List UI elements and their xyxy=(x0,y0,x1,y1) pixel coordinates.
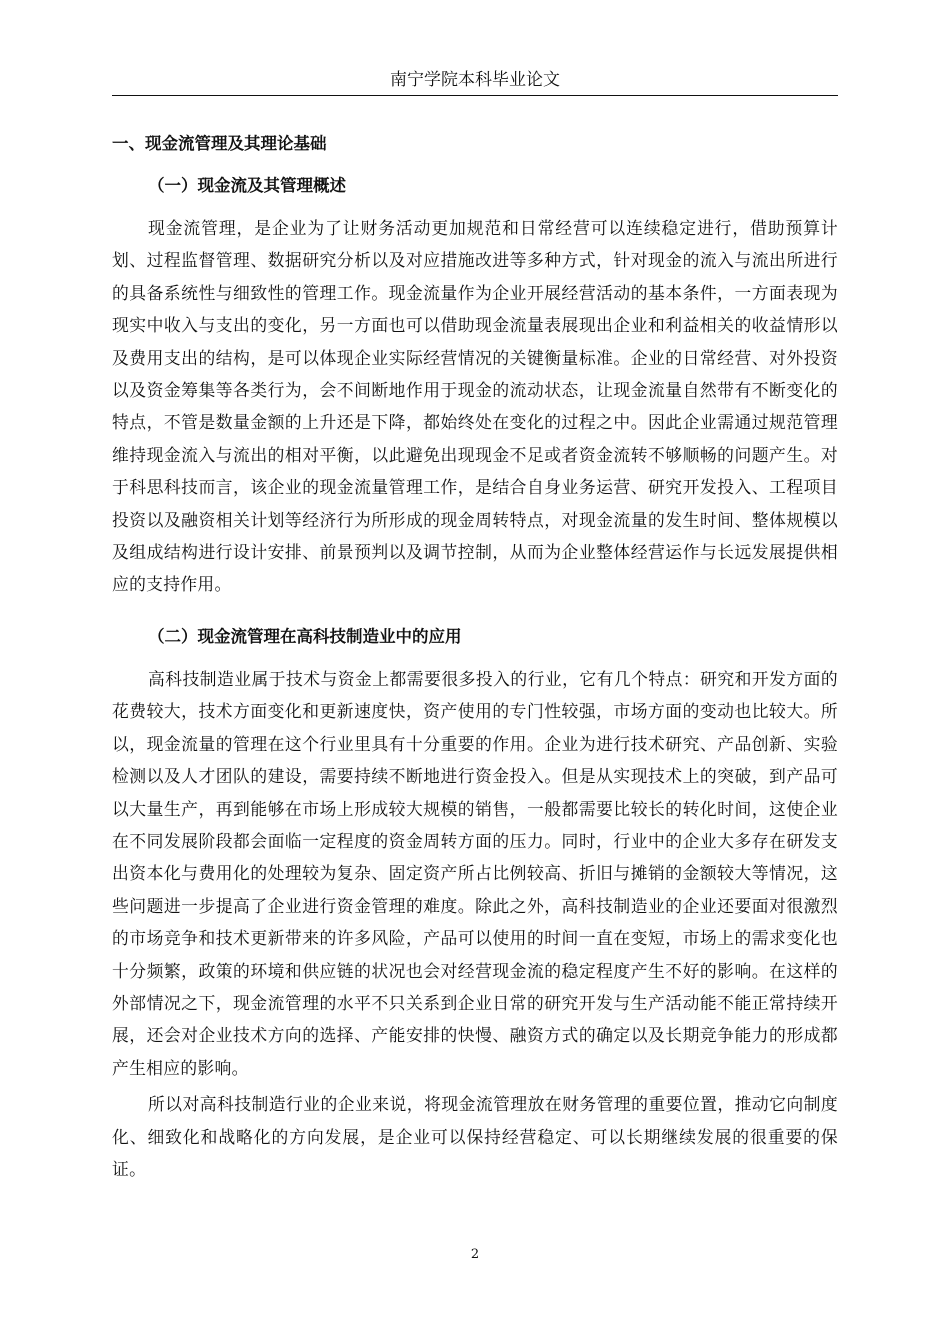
paragraph-hightech-application: 高科技制造业属于技术与资金上都需要很多投入的行业，它有几个特点：研究和开发方面的花费较大，技术方面变化和更新速度快，资产使用的专门性较强，市场方面的变动也比较大。所以，现金流量的管理在这个行业里具有十分重要的作用。企业为进行技术研究、产品创新、实验检测以及人才团队的建设，需要持续不断地进行资金投入。但是从实现技术上的突破，到产品可以大量生产，再到能够在市场上形成较大规模的销售，一般都需要比较长的转化时间，这使企业在不同发展阶段都会面临一定程度的资金周转方面的压力。同时，行业中的企业大多存在研发支出资本化与费用化的处理较为复杂、固定资产所占比例较高、折旧与摊销的金额较大等情况，这些问题进一步提高了企业进行资金管理的难度。除此之外，高科技制造业的企业还要面对很激烈的市场竞争和技术更新带来的许多风险，产品可以使用的时间一直在变短，市场上的需求变化也十分频繁，政策的环境和供应链的状况也会对经营现金流的稳定程度产生不好的影响。在这样的外部情况之下，现金流管理的水平不只关系到企业日常的研究开发与生产活动能不能正常持续开展，还会对企业技术方向的选择、产能安排的快慢、融资方式的确定以及长期竞争能力的形成都产生相应的影响。 xyxy=(112,668,838,1078)
paragraph-conclusion: 所以对高科技制造行业的企业来说，将现金流管理放在财务管理的重要位置，推动它向制度化、细致化和战略化的方向发展，是企业可以保持经营稳定、可以长期继续发展的很重要的保证。 xyxy=(112,1094,838,1179)
page-number: 2 xyxy=(470,1247,480,1262)
header-rule xyxy=(112,95,838,96)
section-heading: 一、现金流管理及其理论基础 xyxy=(112,134,327,153)
subsection-heading-1: （一）现金流及其管理概述 xyxy=(148,176,346,195)
paragraph-cashflow-overview: 现金流管理，是企业为了让财务活动更加规范和日常经营可以连续稳定进行，借助预算计划、过程监督管理、数据研究分析以及对应措施改进等多种方式，针对现金的流入与流出所进行的具备系统性与细致性的管理工作。现金流量作为企业开展经营活动的基本条件，一方面表现为现实中收入与支出的变化，另一方面也可以借助现金流量表展现出企业和利益相关的收益情形以及费用支出的结构，是可以体现企业实际经营情况的关键衡量标准。企业的日常经营、对外投资以及资金筹集等各类行为，会不间断地作用于现金的流动状态，让现金流量自然带有不断变化的特点，不管是数量金额的上升还是下降，都始终处在变化的过程之中。因此企业需通过规范管理维持现金流入与流出的相对平衡，以此避免出现现金不足或者资金流转不够顺畅的问题产生。对于科思科技而言，该企业的现金流量管理工作，是结合自身业务运营、研究开发投入、工程项目投资以及融资相关计划等经济行为所形成的现金周转特点，对现金流量的发生时间、整体规模以及组成结构进行设计安排、前景预判以及调节控制，从而为企业整体经营运作与长远发展提供相应的支持作用。 xyxy=(112,218,838,595)
subsection-heading-2: （二）现金流管理在高科技制造业中的应用 xyxy=(148,626,462,646)
running-header: 南宁学院本科毕业论文 xyxy=(390,70,560,90)
page-body xyxy=(112,128,838,1185)
